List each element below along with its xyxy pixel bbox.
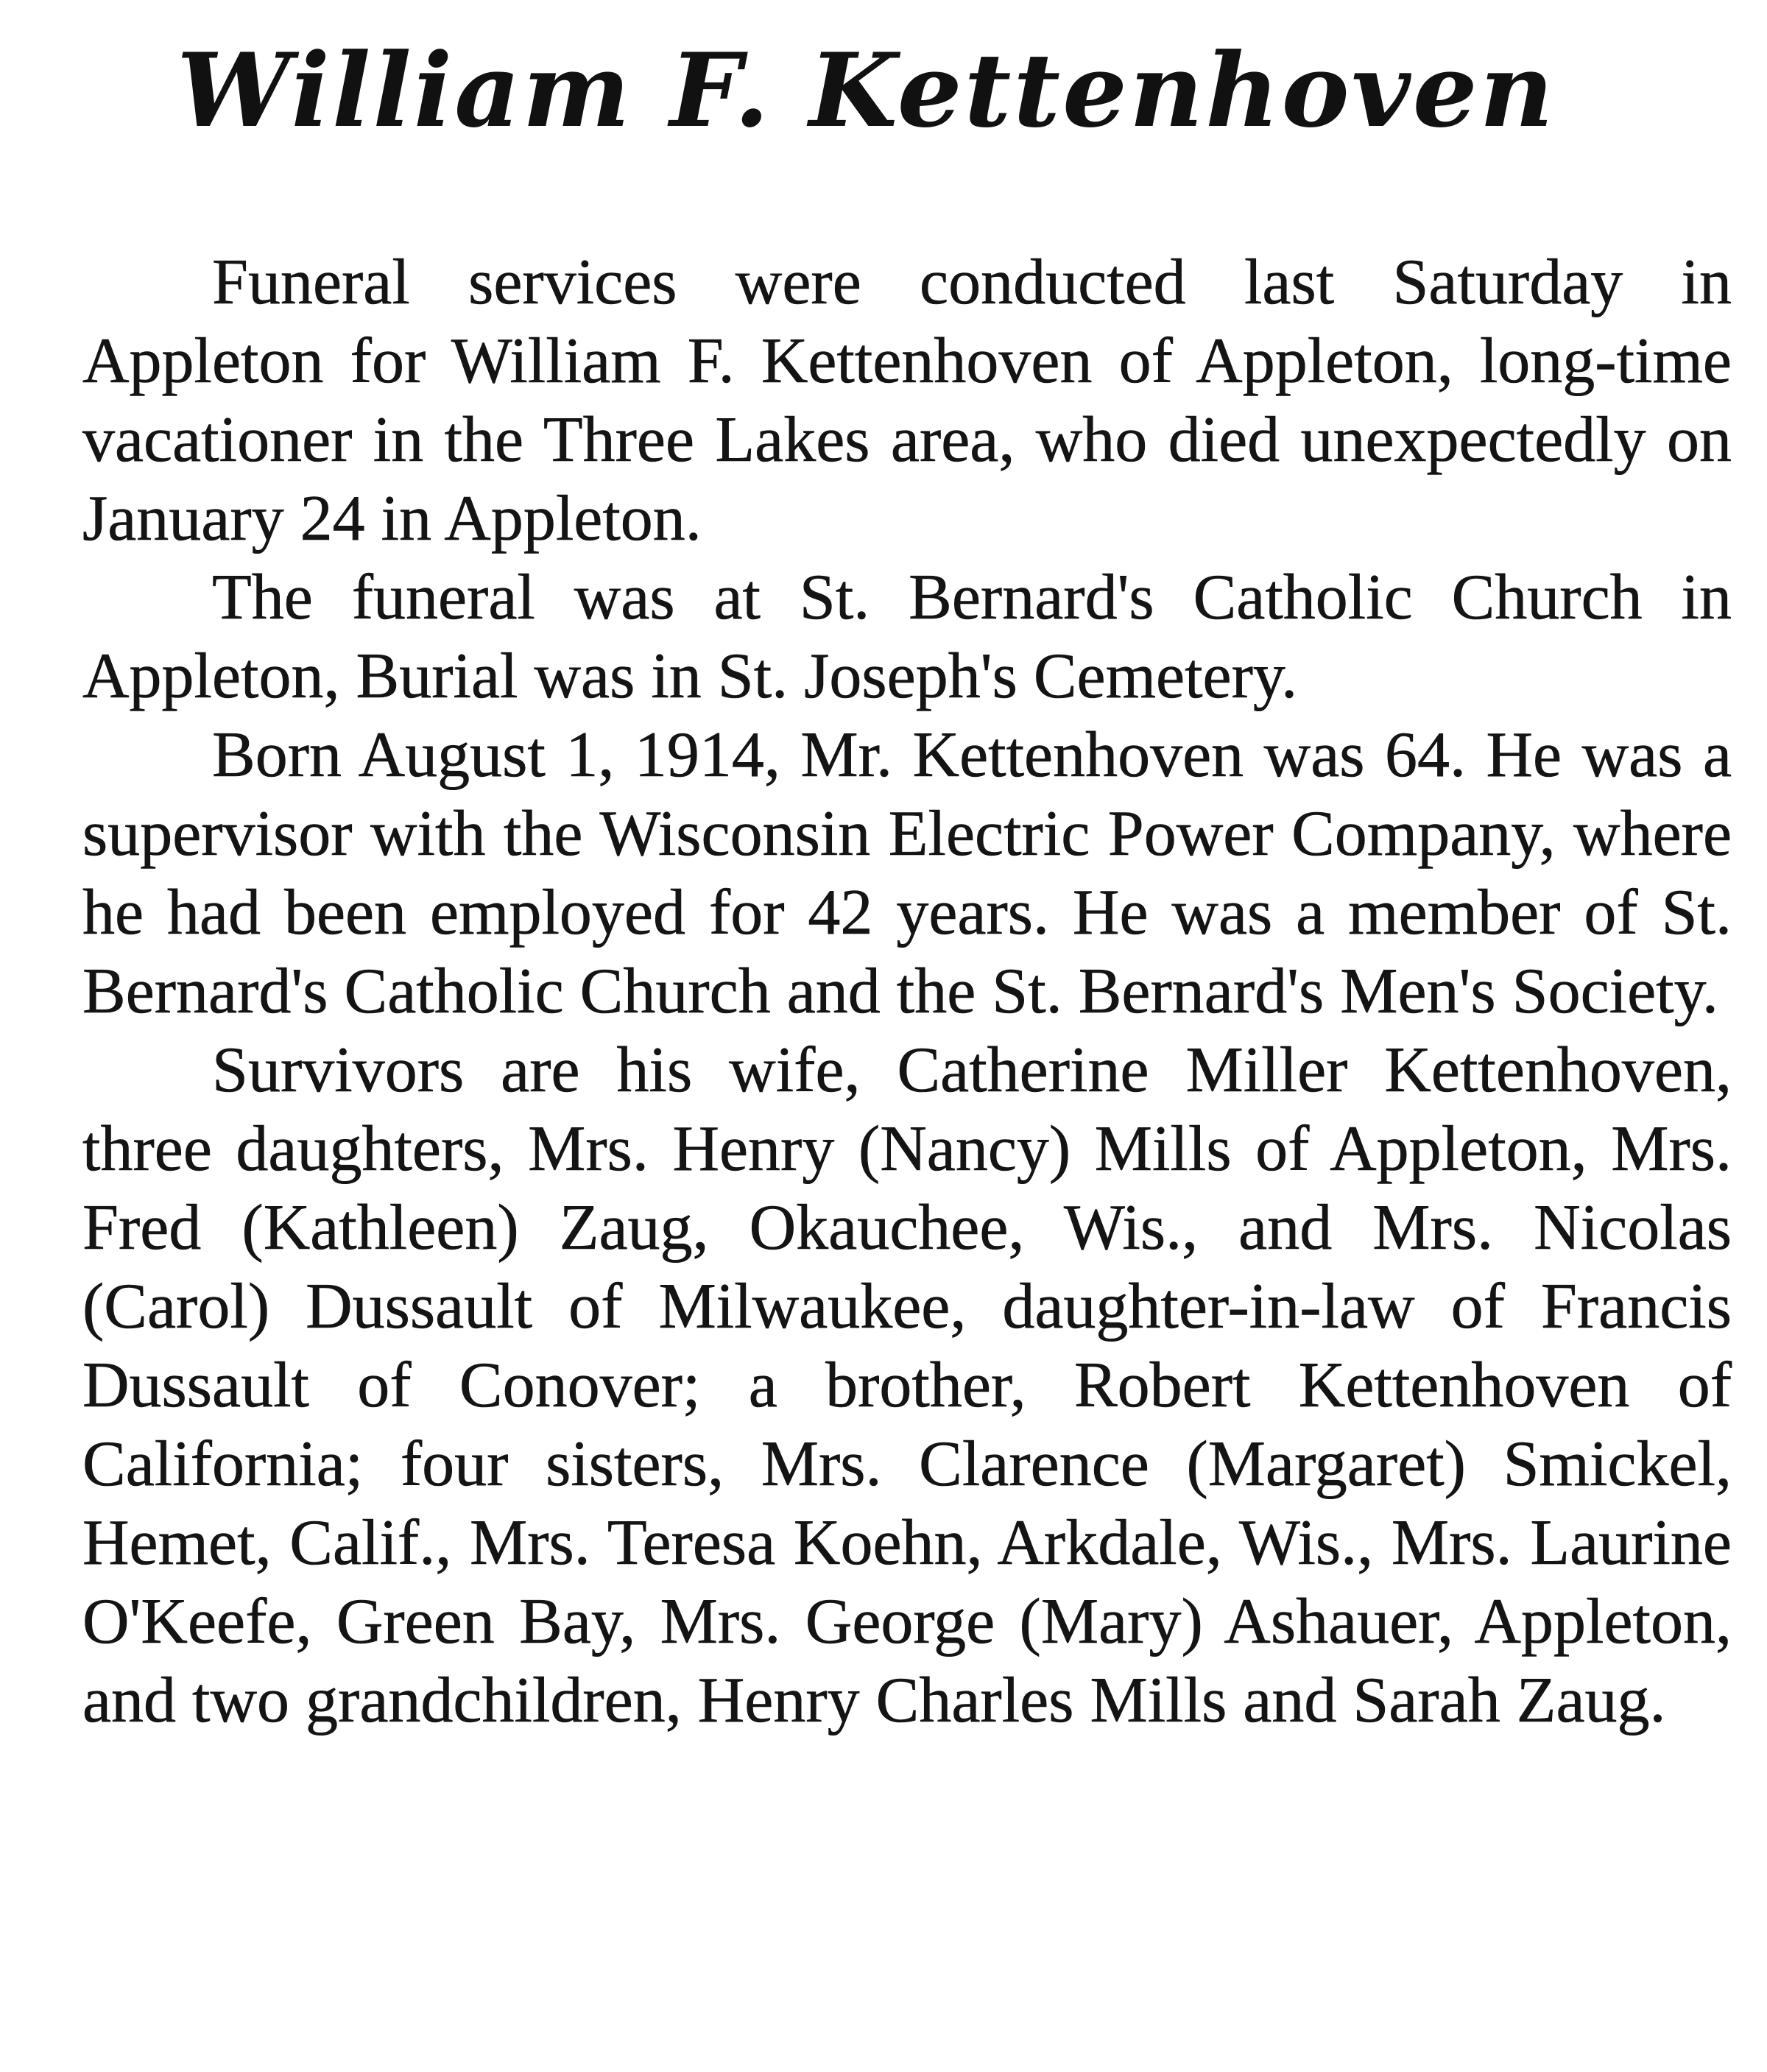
obituary-headline: William F. Kettenhoven (177, 30, 1556, 150)
paragraph-funeral-location: The funeral was at St. Bernard's Catholic Church in Appleton, Burial was in St. Joseph's Cemetery. (82, 562, 1732, 712)
obituary-body (82, 243, 1732, 1740)
paragraph-biography: Born August 1, 1914, Mr. Kettenhoven was 64. He was a supervisor with the Wisconsin Electric Power Company, where he had been employed for 42 years. He was a member of St. Bernard's Catholic Church and the St. Bernard's Men's Society. (82, 719, 1732, 1027)
paragraph-survivors: Survivors are his wife, Catherine Miller Kettenhoven, three daughters, Mrs. Henry (Nancy) Mills of Appleton, Mrs. Fred (Kathleen) Zaug, Okauchee, Wis., and Mrs. Nicolas (Carol) Dussault of Milwaukee, daughter-in-law of Francis Dussault of Conover; a brother, Robert Kettenhoven of California; four sisters, Mrs. Clarence (Margaret) Smickel, Hemet, Calif., Mrs. Teresa Koehn, Arkdale, Wis., Mrs. Laurine O'Keefe, Green Bay, Mrs. George (Mary) Ashauer, Appleton, and two grandchildren, Henry Charles Mills and Sarah Zaug. (82, 1035, 1732, 1736)
paragraph-funeral-services: Funeral services were conducted last Saturday in Appleton for William F. Kettenhoven of Appleton, long-time vacationer in the Three Lakes area, who died unexpectedly on January 24 in Appleton. (82, 247, 1732, 554)
